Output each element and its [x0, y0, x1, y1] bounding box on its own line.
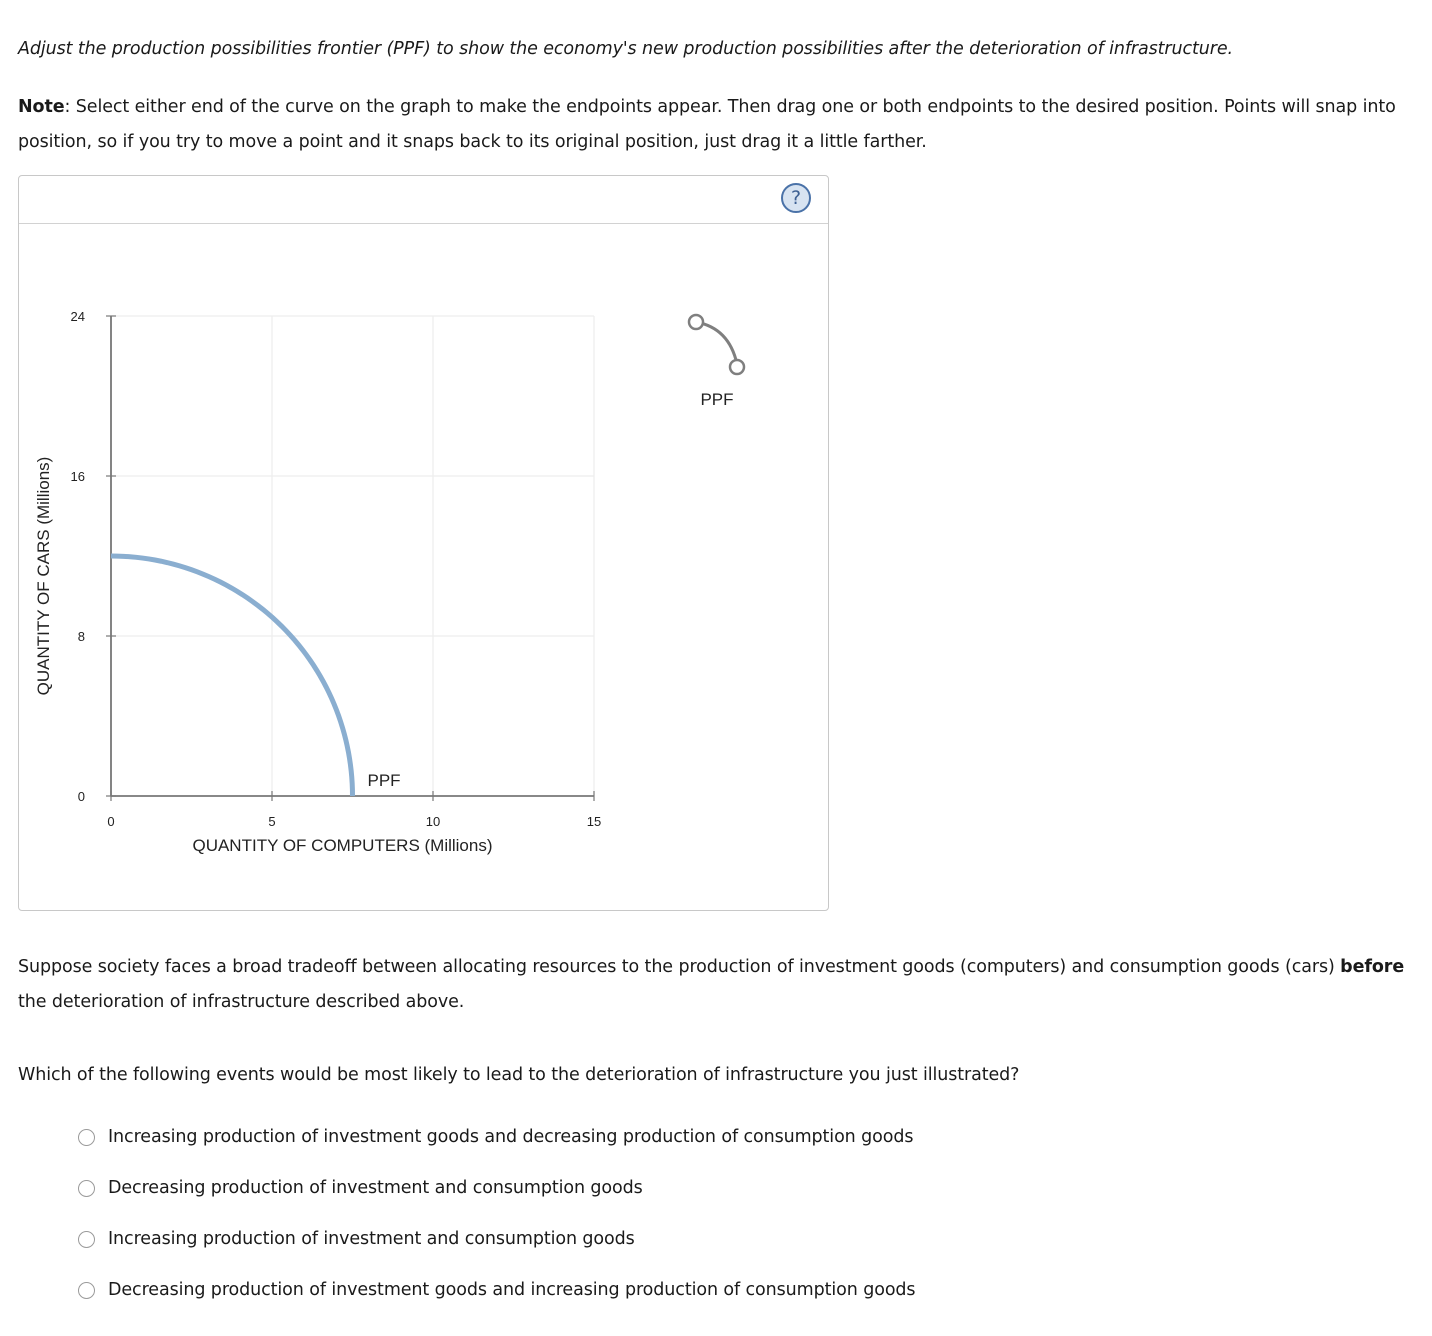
- answer-option[interactable]: [78, 1273, 915, 1324]
- ppf-curve[interactable]: [111, 556, 353, 796]
- radio-button[interactable]: [78, 1180, 95, 1197]
- passage-body: Suppose society faces a broad tradeoff between allocating resources to the production of investment goods (computers) and consumption goods (cars): [18, 957, 1341, 977]
- x-tick-label: 15: [586, 814, 602, 829]
- y-tick-label: 16: [70, 469, 85, 484]
- answer-option[interactable]: [78, 1222, 915, 1273]
- ppf-graph[interactable]: [19, 176, 830, 912]
- ppf-curve-label: PPF: [367, 771, 401, 790]
- answer-option-label[interactable]: Decreasing production of investment goods and increasing production of consumption goods: [108, 1280, 916, 1300]
- x-tick-label: 10: [425, 814, 441, 829]
- radio-button[interactable]: [78, 1129, 95, 1146]
- instruction-text: Adjust the production possibilities frontier (PPF) to show the economy's new production possibilities after the deterioration of infrastructure.: [18, 39, 1234, 59]
- note-body: : Select either end of the curve on the graph to make the endpoints appear. Then drag one or both endpoints to the desired position. Points will snap into position, so if you try to move a point and it snaps back to its original position, just drag it a little farther.: [18, 97, 1396, 152]
- graph-panel: [18, 175, 829, 911]
- palette-label: PPF: [700, 390, 734, 409]
- answer-option-label[interactable]: Decreasing production of investment and consumption goods: [108, 1178, 643, 1198]
- y-tick-label: 24: [70, 309, 85, 324]
- y-tick-label: 8: [77, 629, 85, 644]
- palette-curve-icon[interactable]: [696, 322, 737, 364]
- answer-options: [78, 1120, 915, 1324]
- x-tick-label: 0: [107, 814, 115, 829]
- answer-option[interactable]: [78, 1171, 915, 1222]
- help-icon[interactable]: ?: [781, 183, 811, 213]
- note-text: [18, 90, 1418, 160]
- note-label: Note: [18, 97, 65, 117]
- answer-option-label[interactable]: Increasing production of investment goods and decreasing production of consumption goods: [108, 1127, 914, 1147]
- y-axis-title: QUANTITY OF CARS (Millions): [34, 456, 53, 696]
- question-text: Which of the following events would be most likely to lead to the deterioration of infrastructure you just illustrated?: [18, 1065, 1020, 1085]
- palette-endpoint-icon[interactable]: [689, 315, 703, 329]
- radio-button[interactable]: [78, 1282, 95, 1299]
- passage-text: [18, 950, 1418, 1020]
- palette-endpoint-icon[interactable]: [730, 360, 744, 374]
- x-tick-label: 5: [268, 814, 276, 829]
- answer-option[interactable]: [78, 1120, 915, 1171]
- passage-emphasis: before: [1340, 957, 1405, 977]
- ppf-palette-tool[interactable]: [689, 315, 744, 409]
- passage-body-end: the deterioration of infrastructure described above.: [18, 992, 465, 1012]
- x-axis-title: QUANTITY OF COMPUTERS (Millions): [192, 836, 493, 855]
- y-tick-label: 0: [77, 789, 85, 804]
- answer-option-label[interactable]: Increasing production of investment and consumption goods: [108, 1229, 635, 1249]
- radio-button[interactable]: [78, 1231, 95, 1248]
